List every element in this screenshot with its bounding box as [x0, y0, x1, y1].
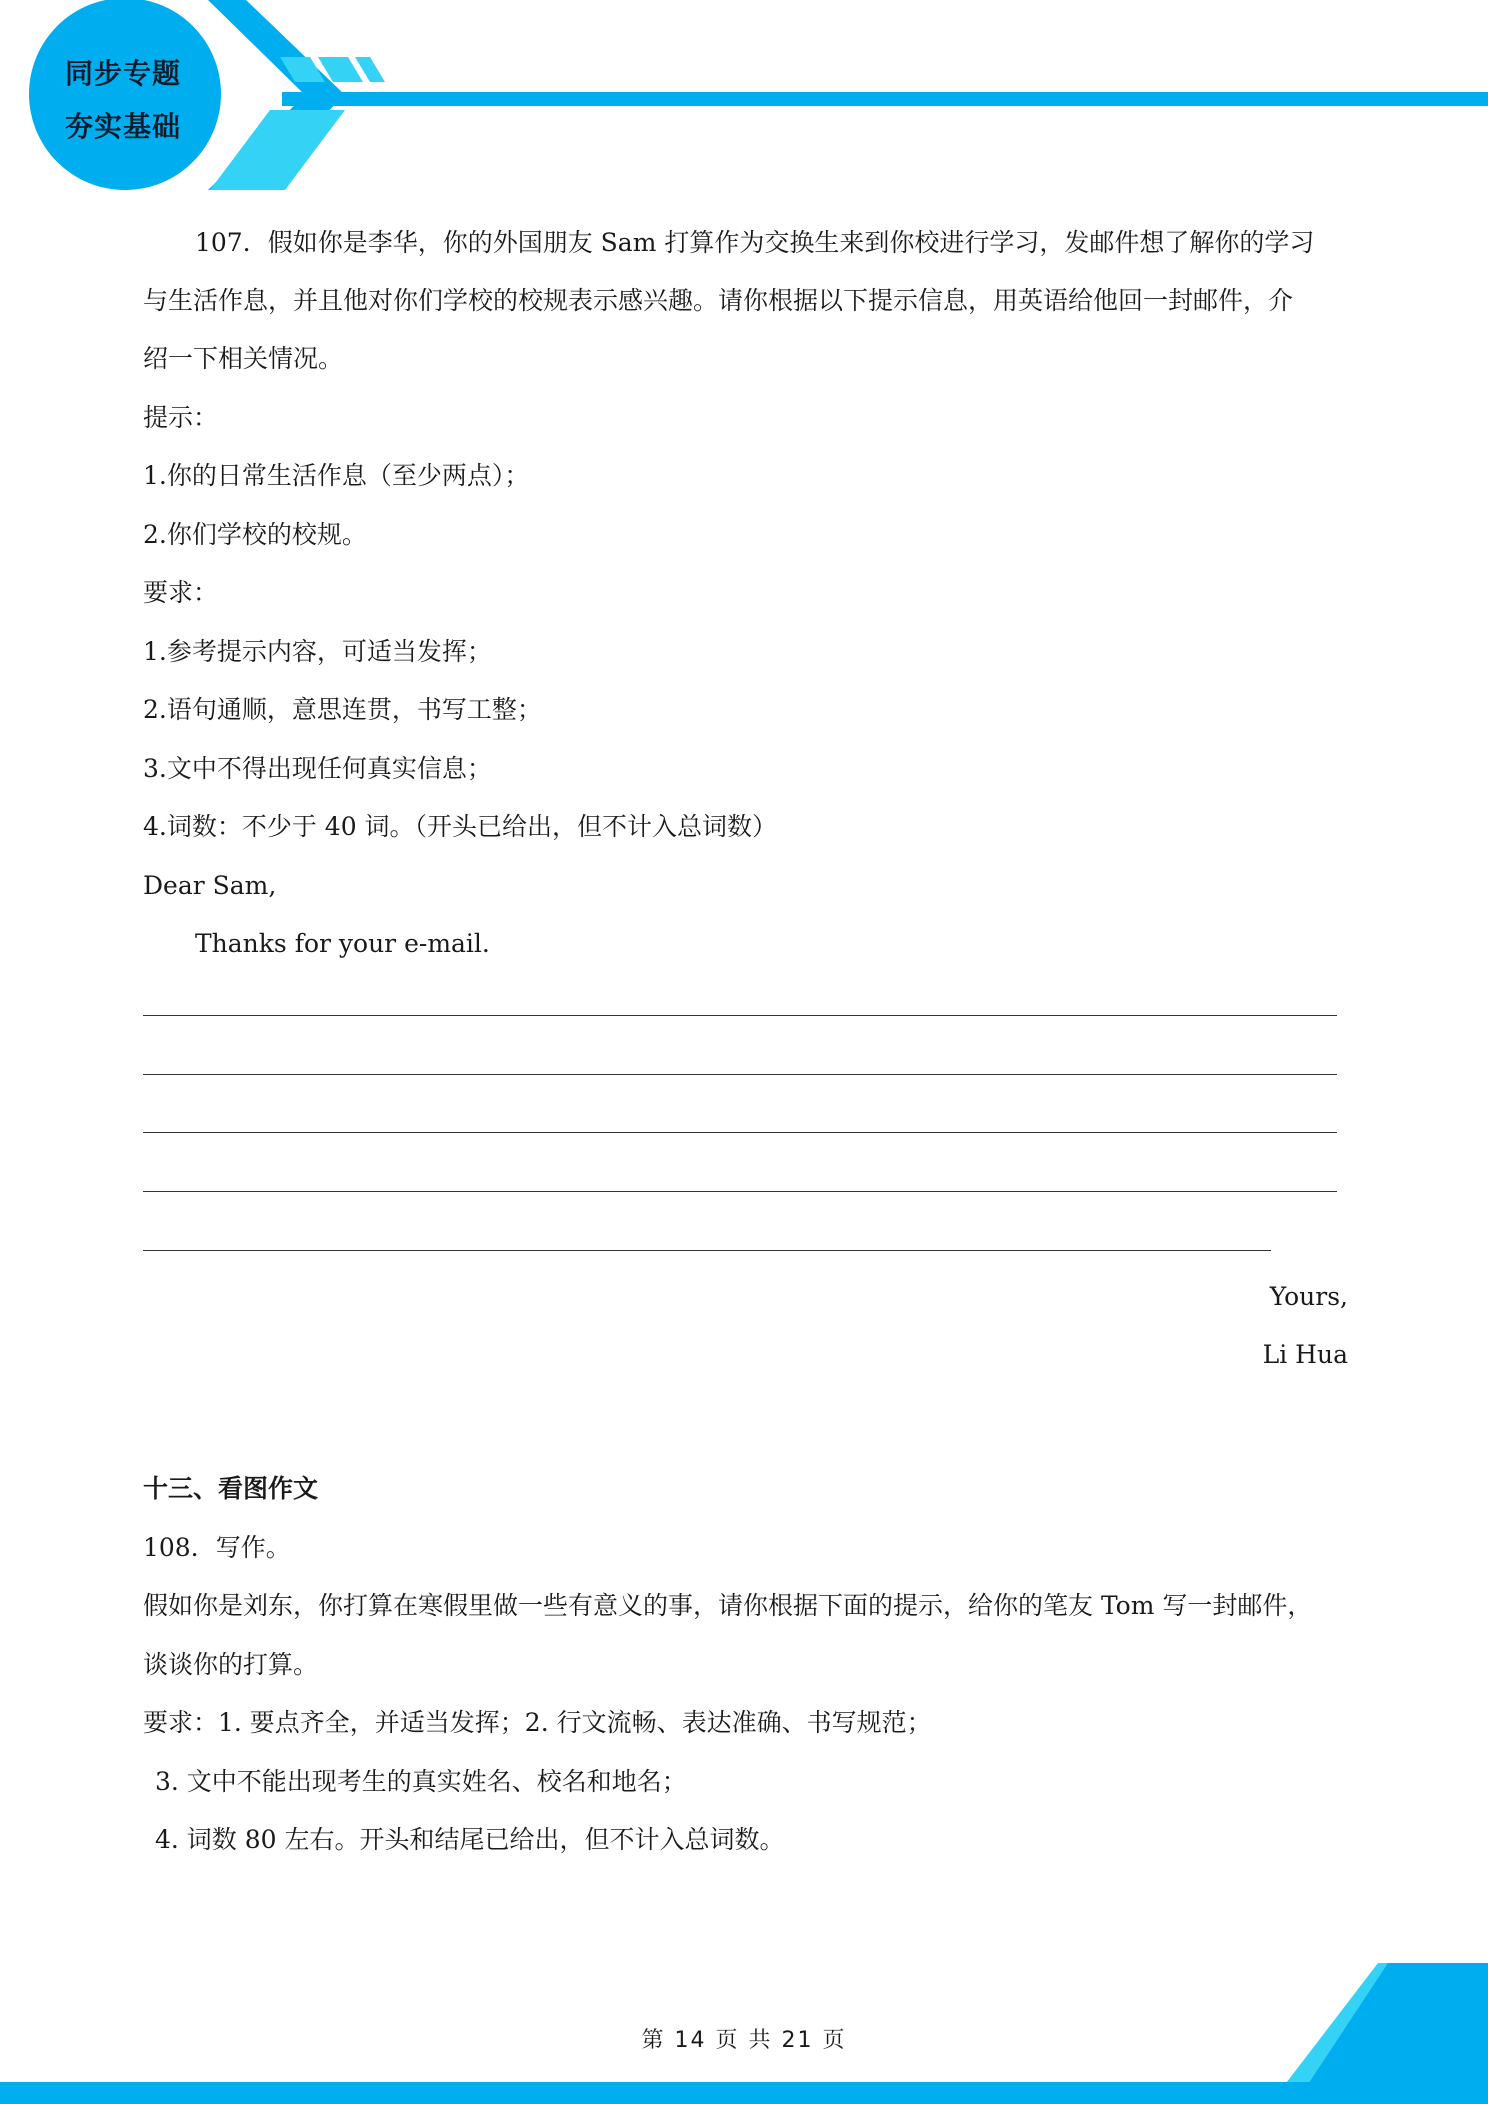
answer-blank-line[interactable]	[143, 1132, 1337, 1133]
letter-opening: Thanks for your e-mail.	[195, 929, 490, 958]
letter-salutation: Dear Sam,	[143, 871, 277, 900]
q108-req-line-3: 4. 词数 80 左右。开头和结尾已给出，但不计入总词数。	[155, 1825, 785, 1854]
badge-line-2: 夯实基础	[64, 110, 181, 143]
q107-para-line-1: 107．假如你是李华，你的外国朋友 Sam 打算作为交换生来到你校进行学习，发邮件想了解你的学习	[195, 228, 1315, 257]
q107-hint-1: 1.你的日常生活作息（至少两点）；	[143, 461, 530, 490]
section-13-title: 十三、看图作文	[143, 1474, 319, 1503]
q107-para-line-3: 绍一下相关情况。	[143, 344, 344, 373]
q108-para-line-1: 假如你是刘东，你打算在寒假里做一些有意义的事，请你根据下面的提示，给你的笔友 Tom 写一封邮件，	[143, 1591, 1313, 1620]
answer-blank-line[interactable]	[143, 1074, 1337, 1075]
q107-para-line-2: 与生活作息，并且他对你们学校的校规表示感兴趣。请你根据以下提示信息，用英语给他回一封邮件，介	[143, 286, 1294, 315]
q107-hint-2: 2.你们学校的校规。	[143, 520, 367, 549]
q107-req-4: 4.词数：不少于 40 词。（开头已给出，但不计入总词数）	[143, 812, 778, 841]
q107-req-3: 3.文中不得出现任何真实信息；	[143, 754, 492, 783]
badge-line-1: 同步专题	[64, 57, 181, 90]
answer-blank-line[interactable]	[143, 1015, 1337, 1016]
answer-blank-line[interactable]	[143, 1250, 1271, 1251]
q107-req-2: 2.语句通顺，意思连贯，书写工整；	[143, 695, 542, 724]
header-decoration	[0, 0, 1488, 200]
q108-title: 108．写作。	[143, 1533, 291, 1562]
page-number: 第 14 页 共 21 页	[641, 2028, 847, 2053]
q107-hint-title: 提示：	[143, 403, 219, 432]
q107-req-1: 1.参考提示内容，可适当发挥；	[143, 637, 492, 666]
letter-closing: Yours,	[1269, 1282, 1348, 1311]
q108-req-line-2: 3. 文中不能出现考生的真实姓名、校名和地名；	[155, 1767, 687, 1796]
q108-req-line-1: 要求：1. 要点齐全，并适当发挥；2. 行文流畅、表达准确、书写规范；	[143, 1708, 932, 1737]
letter-signature: Li Hua	[1262, 1340, 1348, 1369]
q107-req-title: 要求：	[143, 578, 219, 607]
q108-para-line-2: 谈谈你的打算。	[143, 1650, 319, 1679]
answer-blank-line[interactable]	[143, 1191, 1337, 1192]
